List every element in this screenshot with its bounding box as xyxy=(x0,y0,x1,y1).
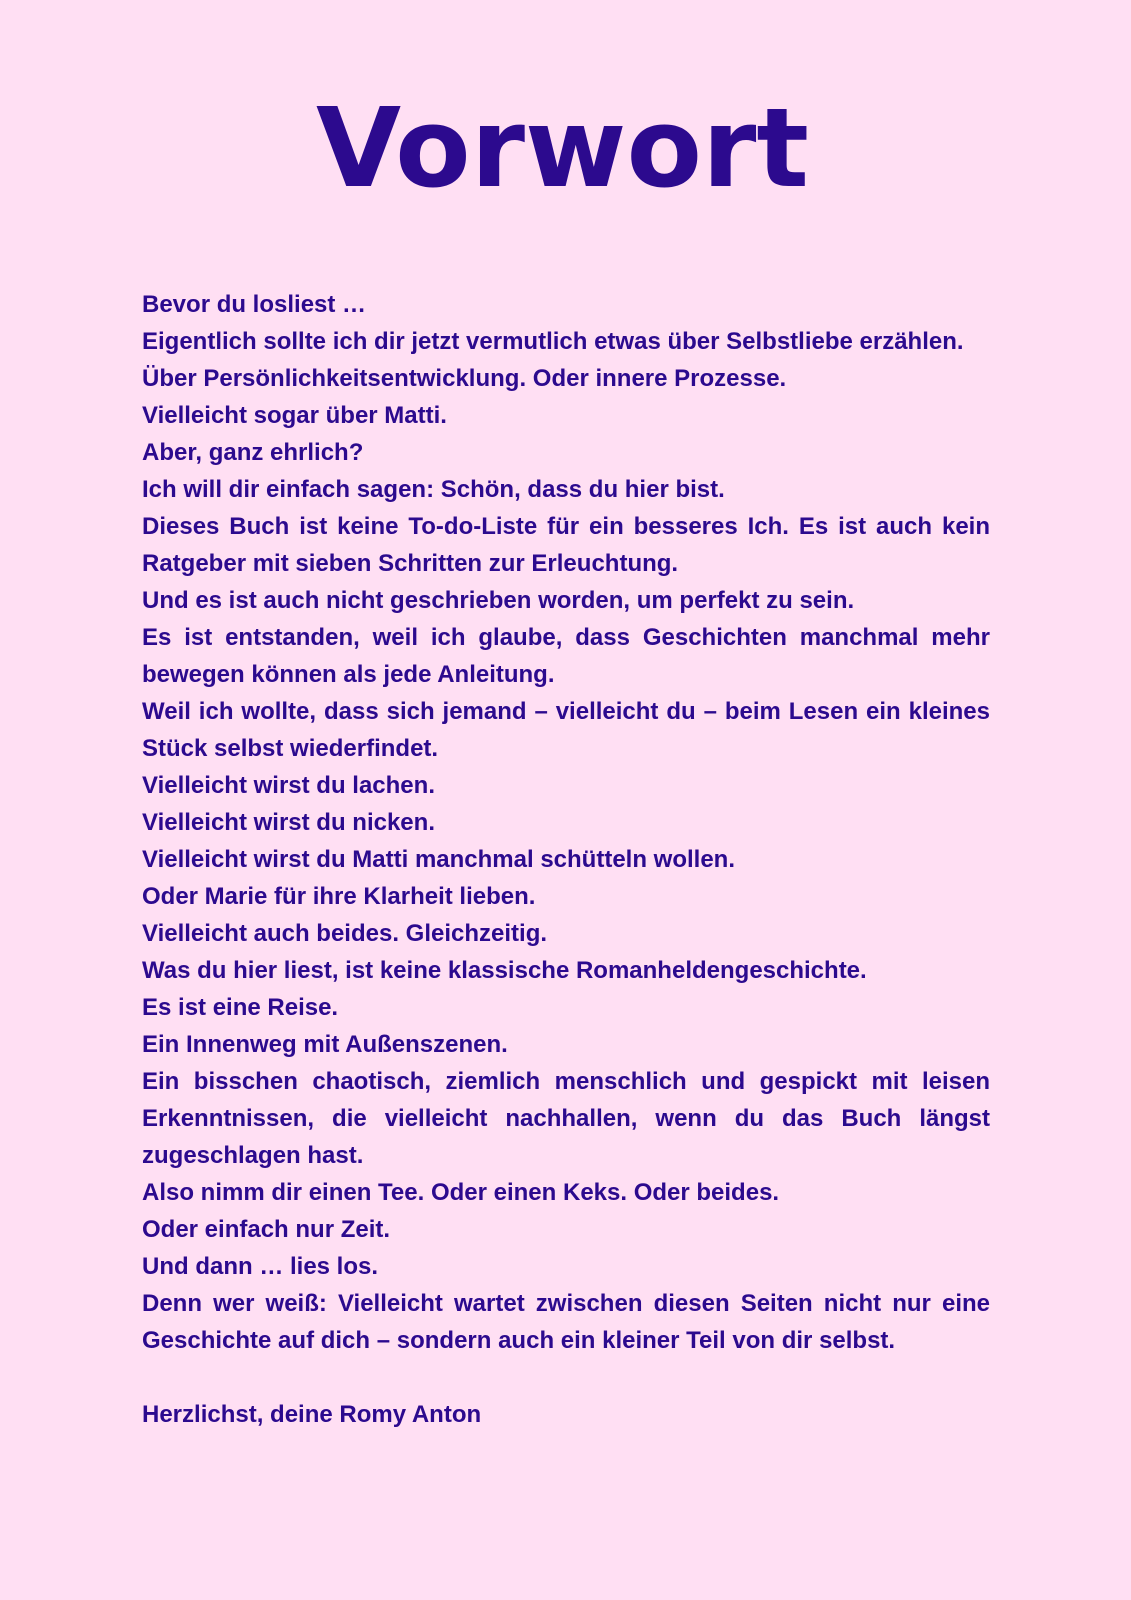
paragraph: Vielleicht wirst du nicken. xyxy=(142,809,435,836)
paragraph: Oder Marie für ihre Klarheit lieben. xyxy=(142,883,536,910)
paragraph: Eigentlich sollte ich dir jetzt vermutlich etwas über Selbstliebe erzählen. xyxy=(142,328,964,355)
paragraph: Über Persönlichkeitsentwicklung. Oder innere Prozesse. xyxy=(142,365,787,392)
signature: Herzlichst, deine Romy Anton xyxy=(142,1401,482,1428)
paragraph: Oder einfach nur Zeit. xyxy=(142,1216,391,1243)
paragraph: Aber, ganz ehrlich? xyxy=(142,439,364,466)
paragraph: Und dann … lies los. xyxy=(142,1253,379,1280)
paragraph: Bevor du losliest … xyxy=(142,291,367,318)
page-title: Vorwort xyxy=(316,84,809,212)
blank-line xyxy=(142,1359,990,1396)
paragraph: Vielleicht sogar über Matti. xyxy=(142,402,447,429)
paragraph: Also nimm dir einen Tee. Oder einen Keks. Oder beides. xyxy=(142,1179,780,1206)
paragraph: Weil ich wollte, dass sich jemand – vielleicht du – beim Lesen ein kleines Stück selbst wiederfindet. xyxy=(142,698,990,762)
paragraph: Ein Innenweg mit Außenszenen. xyxy=(142,1031,508,1058)
paragraph: Denn wer weiß: Vielleicht wartet zwischen diesen Seiten nicht nur eine Geschichte auf dich – sondern auch ein kleiner Teil von dir selbst. xyxy=(142,1290,990,1354)
paragraph: Was du hier liest, ist keine klassische Romanheldengeschichte. xyxy=(142,957,867,984)
paragraph: Es ist eine Reise. xyxy=(142,994,339,1021)
paragraph: Ich will dir einfach sagen: Schön, dass du hier bist. xyxy=(142,476,725,503)
paragraph: Vielleicht auch beides. Gleichzeitig. xyxy=(142,920,548,947)
paragraph: Und es ist auch nicht geschrieben worden, um perfekt zu sein. xyxy=(142,587,855,614)
paragraph: Ein bisschen chaotisch, ziemlich menschlich und gespickt mit leisen Erkenntnissen, die vielleicht nachhallen, wenn du das Buch längst zugeschlagen hast. xyxy=(142,1068,990,1169)
preface-body xyxy=(142,286,990,1433)
paragraph: Es ist entstanden, weil ich glaube, dass Geschichten manchmal mehr bewegen können als jede Anleitung. xyxy=(142,624,990,688)
paragraph: Vielleicht wirst du lachen. xyxy=(142,772,435,799)
paragraph: Vielleicht wirst du Matti manchmal schütteln wollen. xyxy=(142,846,736,873)
paragraph: Dieses Buch ist keine To-do-Liste für ein besseres Ich. Es ist auch kein Ratgeber mit sieben Schritten zur Erleuchtung. xyxy=(142,513,990,577)
